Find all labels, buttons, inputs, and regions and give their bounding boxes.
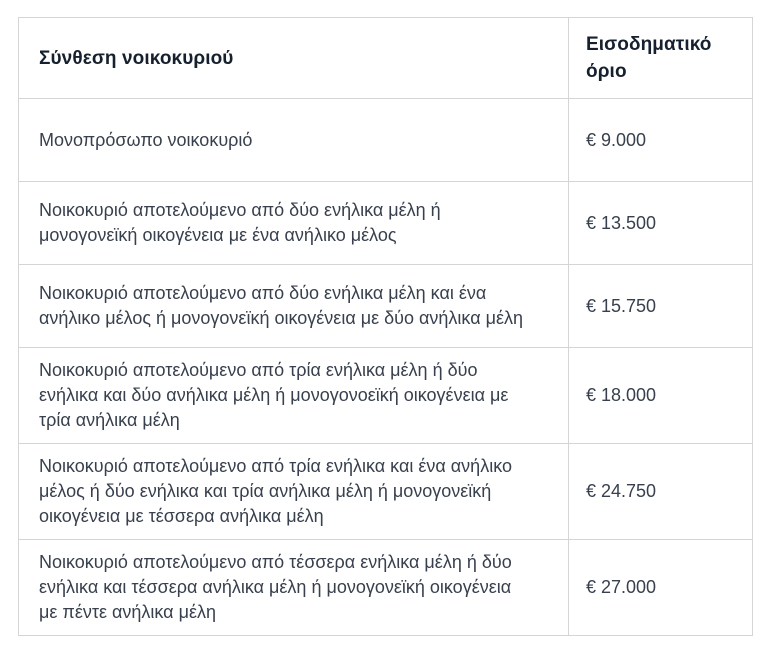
income-limit-cell: € 13.500	[569, 182, 753, 265]
household-composition-cell: Νοικοκυριό αποτελούμενο από τρία ενήλικα μέλη ή δύο ενήλικα και δύο ανήλικα μέλη ή μονογονοεϊκή οικογένεια με τρία ανήλικα μέλη	[19, 348, 569, 444]
household-composition-cell: Νοικοκυριό αποτελούμενο από δύο ενήλικα μέλη ή μονογονεϊκή οικογένεια με ένα ανήλικο μέλος	[19, 182, 569, 265]
income-limit-cell: € 18.000	[569, 348, 753, 444]
table-row	[19, 182, 753, 265]
household-composition-cell: Νοικοκυριό αποτελούμενο από τέσσερα ενήλικα μέλη ή δύο ενήλικα και τέσσερα ανήλικα μέλη ή μονογονεϊκή οικογένεια με πέντε ανήλικα μέλη	[19, 540, 569, 636]
household-composition-cell: Νοικοκυριό αποτελούμενο από τρία ενήλικα και ένα ανήλικο μέλος ή δύο ενήλικα και τρία ανήλικα μέλη ή μονογονεϊκή οικογένεια με τέσσερα ανήλικα μέλη	[19, 444, 569, 540]
column-header-household-composition: Σύνθεση νοικοκυριού	[19, 18, 569, 99]
table-header-row	[19, 18, 753, 99]
table-row	[19, 265, 753, 348]
table-row	[19, 348, 753, 444]
income-limit-cell: € 9.000	[569, 99, 753, 182]
income-limit-cell: € 27.000	[569, 540, 753, 636]
table-row	[19, 444, 753, 540]
income-limit-cell: € 24.750	[569, 444, 753, 540]
table-row	[19, 540, 753, 636]
income-limit-cell: € 15.750	[569, 265, 753, 348]
page	[0, 17, 768, 645]
income-limits-table	[18, 17, 753, 636]
column-header-income-limit: Εισοδηματικό όριο	[569, 18, 753, 99]
household-composition-cell: Μονοπρόσωπο νοικοκυριό	[19, 99, 569, 182]
household-composition-cell: Νοικοκυριό αποτελούμενο από δύο ενήλικα μέλη και ένα ανήλικο μέλος ή μονογονεϊκή οικογένεια με δύο ανήλικα μέλη	[19, 265, 569, 348]
table-row	[19, 99, 753, 182]
